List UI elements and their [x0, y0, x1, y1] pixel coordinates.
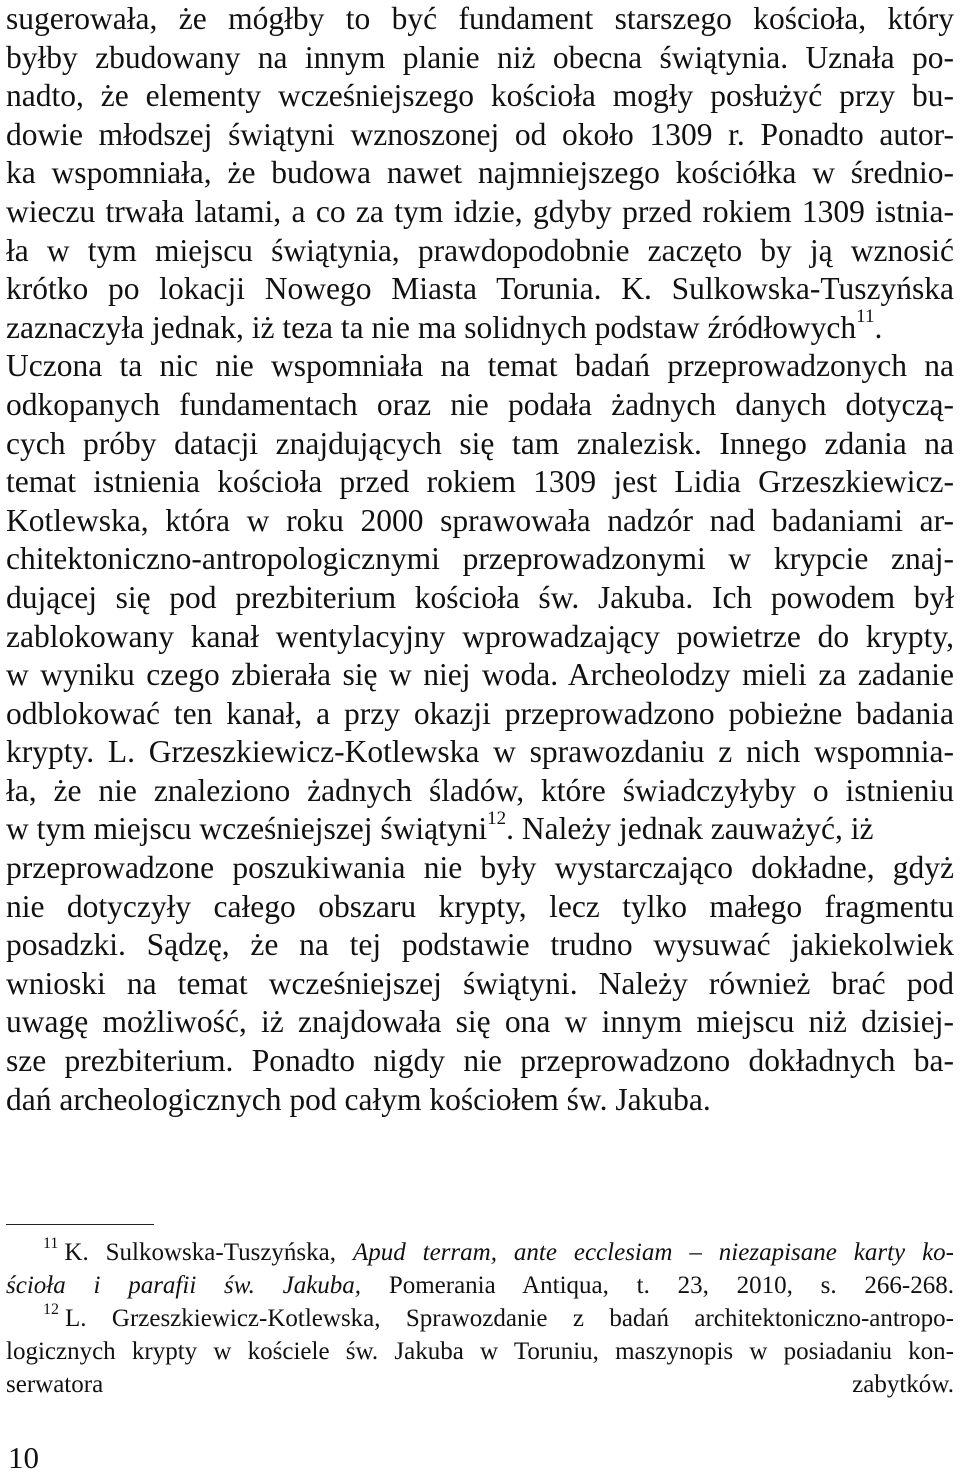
- body-line-text: zaznaczyła jednak, iż teza ta nie ma solidnych podstaw źródłowych: [6, 309, 857, 345]
- footnote-11-title-cont: ścioła i parafii św. Jakuba,: [6, 1272, 362, 1299]
- body-line-tail: . Należy jednak zauważyć, iż: [506, 811, 874, 847]
- body-line: dującej się pod prezbiterium kościoła św. Jakuba. Ich powodem był: [6, 579, 954, 615]
- body-line: odkopanych fundamentach oraz nie podała żadnych danych dotyczą-: [6, 386, 954, 422]
- body-line: ła w tym miejscu świątynia, prawdopodobnie zaczęto by ją wznosić: [6, 232, 954, 268]
- main-paragraph: [6, 0, 954, 1119]
- footnote-12: [6, 1302, 954, 1335]
- body-line: zablokowany kanał wentylacyjny wprowadzający powietrze do krypty,: [6, 618, 954, 654]
- footnote-11-author: K. Sulkowska-Tuszyńska,: [64, 1239, 353, 1266]
- body-line: dań archeologicznych pod całym kościołem św. Jakuba.: [6, 1081, 711, 1117]
- footnote-12-line2: logicznych krypty w kościele św. Jakuba w Toruniu, maszynopis w posiadaniu kon-: [6, 1338, 954, 1365]
- body-line: w wyniku czego zbierała się w niej woda. Archeolodzy mieli za zadanie: [6, 657, 954, 693]
- body-line: krypty. L. Grzeszkiewicz-Kotlewska w sprawozdaniu z nich wspomnia-: [6, 734, 954, 770]
- body-line: nadto, że elementy wcześniejszego kościoła mogły posłużyć przy bu-: [6, 78, 954, 114]
- body-line: posadzki. Sądzę, że na tej podstawie trudno wysuwać jakiekolwiek: [6, 927, 954, 963]
- footnote-ref-11[interactable]: 11: [856, 306, 875, 328]
- footnote-12-line1: L. Grzeszkiewicz-Kotlewska, Sprawozdanie z badań architektoniczno-antropo-: [65, 1305, 954, 1332]
- body-line: ła, że nie znaleziono żadnych śladów, które świadczyłyby o istnieniu: [6, 772, 954, 808]
- body-line: temat istnienia kościoła przed rokiem 1309 jest Lidia Grzeszkiewicz-: [6, 464, 954, 500]
- body-line: cych próby datacji znajdujących się tam znalezisk. Innego zdania na: [6, 425, 954, 461]
- body-line-text: w tym miejscu wcześniejszej świątyni: [6, 811, 488, 847]
- footnote-separator: [6, 1224, 154, 1225]
- footnote-11-title: Apud terram, ante ecclesiam – niezapisane karty ko-: [352, 1239, 954, 1266]
- body-line: wieczu trwała latami, a co za tym idzie, gdyby przed rokiem 1309 istnia-: [6, 193, 954, 229]
- footnotes-section: [6, 1236, 954, 1401]
- page-number: 10: [8, 1440, 39, 1475]
- body-line: Uczona ta nic nie wspomniała na temat badań przeprowadzonych na: [6, 348, 954, 384]
- footnote-11-number: 11: [43, 1234, 59, 1252]
- footnote-11: [6, 1236, 954, 1269]
- body-line: byłby zbudowany na innym planie niż obecna świątynia. Uznała po-: [6, 39, 954, 75]
- body-line-tail: .: [874, 309, 883, 345]
- body-line: sze prezbiterium. Ponadto nigdy nie przeprowadzono dokładnych ba-: [6, 1043, 954, 1079]
- footnote-11-rest: Pomerania Antiqua, t. 23, 2010, s. 266-268.: [361, 1272, 954, 1299]
- body-line: odblokować ten kanał, a przy okazji przeprowadzono pobieżne badania: [6, 695, 954, 731]
- body-line: dowie młodszej świątyni wznoszonej od około 1309 r. Ponadto autor-: [6, 116, 954, 152]
- body-line: uwagę możliwość, iż znajdowała się ona w innym miejscu niż dzisiej-: [6, 1004, 954, 1040]
- body-line: wnioski na temat wcześniejszej świątyni. Należy również brać pod: [6, 965, 954, 1001]
- body-line: nie dotyczyły całego obszaru krypty, lecz tylko małego fragmentu: [6, 888, 954, 924]
- body-line: ka wspomniała, że budowa nawet najmniejszego kościółka w średnio-: [6, 155, 954, 191]
- body-line-with-footnote-11: [6, 306, 954, 348]
- body-line: chitektoniczno-antropologicznymi przeprowadzonymi w krypcie znaj-: [6, 541, 954, 577]
- body-line-with-footnote-12: [6, 807, 954, 849]
- footnote-12-number: 12: [43, 1300, 59, 1318]
- footnote-12-line3: serwatora zabytków.: [6, 1371, 954, 1398]
- body-line: sugerowała, że mógłby to być fundament starszego kościoła, który: [6, 1, 954, 36]
- body-line: przeprowadzone poszukiwania nie były wystarczająco dokładne, gdyż: [6, 850, 954, 886]
- footnote-ref-12[interactable]: 12: [487, 807, 507, 829]
- body-line: krótko po lokacji Nowego Miasta Torunia. K. Sulkowska-Tuszyńska: [6, 271, 954, 307]
- footnote-11-cont: [6, 1269, 954, 1302]
- body-line: Kotlewska, która w roku 2000 sprawowała nadzór nad badaniami ar-: [6, 502, 954, 538]
